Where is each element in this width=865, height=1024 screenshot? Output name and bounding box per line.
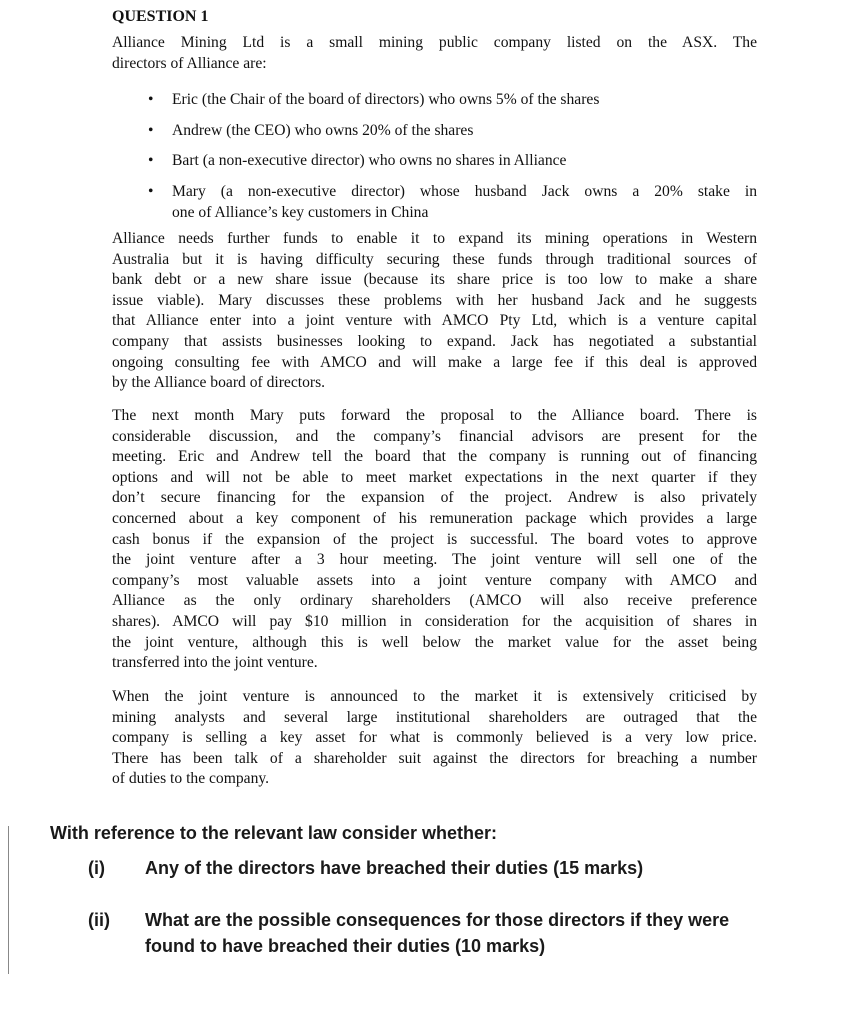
list-item-text bbox=[172, 90, 762, 111]
question-number: (ii) bbox=[88, 910, 110, 930]
text-line: ongoing consulting fee with AMCO and will make a large fee if this deal is approved bbox=[112, 353, 757, 371]
text-line: Australia but it is having difficulty securing these funds through traditional sources of bbox=[112, 250, 757, 268]
text-line: When the joint venture is announced to the market it is extensively criticised by bbox=[112, 688, 757, 705]
bullet-icon: • bbox=[148, 91, 154, 108]
text-line: Andrew (the CEO) who owns 20% of the shares bbox=[172, 122, 474, 139]
text-line: Mary (a non-executive director) whose husband Jack owns a 20% stake in bbox=[172, 183, 757, 200]
text-line: shares). AMCO will pay $10 million in consideration for the acquisition of shares in bbox=[112, 612, 757, 630]
text-line: Alliance Mining Ltd is a small mining public company listed on the ASX. The bbox=[112, 34, 757, 51]
body-paragraph bbox=[112, 406, 757, 674]
text-line: one of Alliance’s key customers in China bbox=[172, 203, 429, 221]
text-line: Alliance needs further funds to enable it to expand its mining operations in Western bbox=[112, 230, 757, 247]
text-line: issue viable). Mary discusses these problems with her husband Jack and he suggests bbox=[112, 291, 757, 309]
list-item-text bbox=[172, 151, 762, 172]
text-line: that Alliance enter into a joint venture with AMCO Pty Ltd, which is a venture capital bbox=[112, 312, 757, 330]
text-line: Alliance as the only ordinary shareholders (AMCO will also receive preference bbox=[112, 592, 757, 610]
text-line: directors of Alliance are: bbox=[112, 54, 267, 72]
question-text bbox=[145, 855, 643, 881]
text-line: cash bonus if the expansion of the project is successful. The board votes to approve bbox=[112, 530, 757, 548]
text-line: of duties to the company. bbox=[112, 770, 270, 788]
list-item-text bbox=[172, 182, 762, 223]
text-line: mining analysts and several large institutional shareholders are outraged that the bbox=[112, 708, 757, 726]
body-paragraph bbox=[112, 229, 757, 394]
text-line: transferred into the joint venture. bbox=[112, 654, 318, 672]
text-line: The next month Mary puts forward the proposal to the Alliance board. There is bbox=[112, 407, 757, 424]
question-title: QUESTION 1 bbox=[112, 8, 209, 25]
text-line: company’s most valuable assets into a joint venture company with AMCO and bbox=[112, 571, 757, 589]
question-text bbox=[145, 907, 729, 959]
intro-paragraph bbox=[112, 33, 757, 74]
text-line: considerable discussion, and the company’s financial advisors are present for the bbox=[112, 427, 757, 445]
text-line: by the Alliance board of directors. bbox=[112, 374, 326, 392]
text-line: don’t secure financing for the expansion of the project. Andrew is also privately bbox=[112, 489, 757, 507]
text-line: Bart (a non-executive director) who owns no shares in Alliance bbox=[172, 152, 567, 169]
bullet-icon: • bbox=[148, 152, 154, 169]
question-lead: With reference to the relevant law consider whether: bbox=[50, 823, 497, 843]
text-line: Any of the directors have breached their duties (15 marks) bbox=[145, 858, 644, 878]
text-line: Eric (the Chair of the board of directors) who owns 5% of the shares bbox=[172, 91, 600, 108]
text-line: There has been talk of a shareholder suit against the directors for breaching a number bbox=[112, 749, 757, 767]
text-line: What are the possible consequences for those directors if they were bbox=[145, 910, 730, 930]
question-number: (i) bbox=[88, 858, 105, 878]
text-line: company is selling a key asset for what is commonly believed is a very low price. bbox=[112, 729, 757, 747]
bullet-icon: • bbox=[148, 183, 154, 200]
text-line: the joint venture after a 3 hour meeting. The joint venture will sell one of the bbox=[112, 551, 757, 569]
bullet-icon: • bbox=[148, 122, 154, 139]
text-line: bank debt or a new share issue (because its share price is too low to make a share bbox=[112, 271, 757, 289]
list-item-text bbox=[172, 121, 762, 142]
text-line: options and will not be able to meet market expectations in the next quarter if they bbox=[112, 468, 757, 486]
text-line: found to have breached their duties (10 marks) bbox=[145, 936, 546, 956]
margin-line bbox=[8, 826, 9, 974]
body-paragraph bbox=[112, 687, 757, 790]
text-line: company that assists businesses looking to expand. Jack has negotiated a substantial bbox=[112, 332, 757, 350]
text-line: the joint venture, although this is well below the market value for the asset being bbox=[112, 633, 757, 651]
text-line: meeting. Eric and Andrew tell the board that the company is running out of financing bbox=[112, 448, 757, 466]
text-line: concerned about a key component of his remuneration package which provides a large bbox=[112, 509, 757, 527]
